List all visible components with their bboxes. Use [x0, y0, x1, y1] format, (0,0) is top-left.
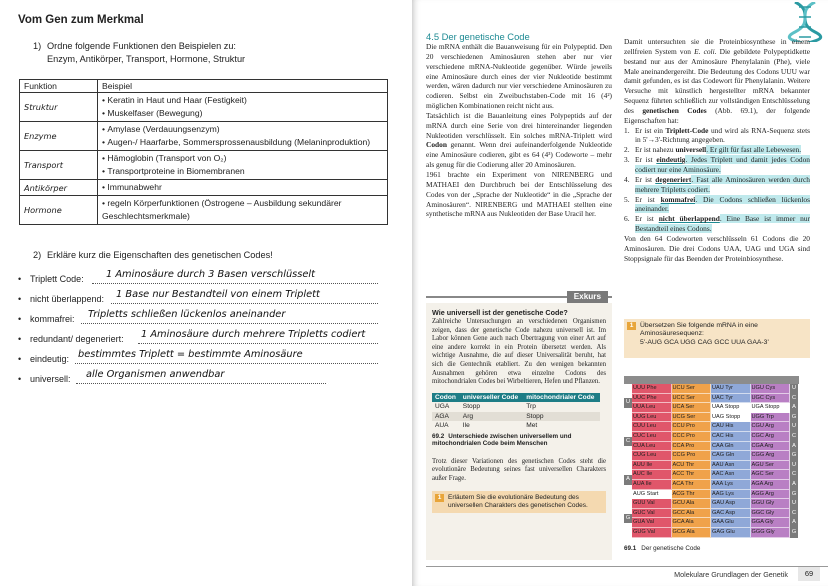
question-1-line-1: Ordne folgende Funktionen den Beispielen zu: [47, 41, 236, 51]
genetic-code-grid [624, 376, 799, 540]
question-1 [33, 40, 246, 66]
codon-cell: GAG Glu [711, 528, 751, 538]
task-text: Erläutern Sie die evolutionäre Bedeutung des universellen Charakters des genetischen Codes. [448, 493, 588, 509]
codon-cell: UAC Tyr [711, 394, 751, 404]
codon-cell: GCA Ala [672, 518, 712, 528]
header-beispiel: Beispiel [98, 80, 388, 93]
codon-cell: ACG Thr [672, 490, 712, 500]
third-base-label: U [790, 422, 798, 432]
handwritten-answer: alle Organismen anwendbar [86, 369, 225, 380]
example-item: • Immunabwehr [102, 181, 383, 194]
example-item: • regeln Körperfunktionen (Östrogene – Ausbildung sekundärer Geschlechtsmerkmale) [102, 197, 383, 223]
term-codon: Codon [426, 140, 447, 150]
codon-cell: UGU Cys [751, 384, 791, 394]
figure-caption: 69.1 Der genetische Code [624, 545, 701, 552]
codon-cell: GCG Ala [672, 528, 712, 538]
first-base-label: C [624, 437, 632, 447]
codon-cell: CCA Pro [672, 442, 712, 452]
exkurs-tag: Exkurs [567, 291, 608, 303]
example-item: • Transportproteine in Biomembranen [102, 165, 383, 178]
codon-cell: UAA Stopp [711, 403, 751, 413]
codon-cell: CGC Arg [751, 432, 791, 442]
codon-cell: AUG Start [632, 490, 672, 500]
page-number: 69 [798, 567, 820, 581]
codon-cell: CCG Pro [672, 451, 712, 461]
third-base-label: A [790, 442, 798, 452]
grid-header-bar [624, 376, 799, 384]
third-base-label: C [790, 470, 798, 480]
table-row [20, 196, 388, 225]
third-base-label: G [790, 528, 798, 538]
codon-cell: GUA Val [632, 518, 672, 528]
mrna-sequence: 5'-AUG GCA UGG CAG GCC UUA GAA-3' [640, 338, 769, 346]
question-1-number: 1) [33, 41, 42, 51]
handwritten-answer: Transport [20, 151, 98, 180]
codon-cell: GGC Gly [751, 509, 791, 519]
third-base-label: G [790, 413, 798, 423]
property-label: • universell: [30, 374, 71, 384]
codon-cell: UAU Tyr [711, 384, 751, 394]
paragraph: Von den 64 Codeworten verschlüsseln 61 Codons die 20 Aminosäuren. Die drei Codons UAA, UAG und UGA sind Stoppsignale für das Beenden der Proteinbiosynthese. [624, 233, 810, 263]
text-column-right [624, 37, 810, 263]
codon-cell: AGA Arg [751, 480, 791, 490]
third-base-label: U [790, 499, 798, 509]
translation-task [624, 319, 810, 358]
question-1-line-2: Enzym, Antikörper, Transport, Hormone, Struktur [47, 54, 246, 64]
list-item: 2. Er ist nahezu universell. Er gilt für fast alle Lebewesen. [624, 145, 802, 155]
codon-cell: CUU Leu [632, 422, 672, 432]
property-row [18, 369, 378, 394]
example-item: • Muskelfaser (Bewegung) [102, 107, 383, 120]
example-cell [98, 93, 388, 122]
handwritten-answer: Antikörper [20, 180, 98, 196]
third-base-label: C [790, 432, 798, 442]
third-base-label: U [790, 461, 798, 471]
exkurs-header [426, 291, 612, 303]
handwritten-answer: Enzyme [20, 122, 98, 151]
property-label: • redundant/ degeneriert: [30, 334, 124, 344]
table-row [20, 93, 388, 122]
codon-cell: AAA Lys [711, 480, 751, 490]
example-item: • Amylase (Verdauungsenzym) [102, 123, 383, 136]
codon-cell: GAC Asp [711, 509, 751, 519]
codon-cell: CCC Pro [672, 432, 712, 442]
third-base-label: A [790, 518, 798, 528]
property-label: • nicht überlappend: [30, 294, 105, 304]
codon-cell: GGA Gly [751, 518, 791, 528]
handwritten-answer: Struktur [20, 93, 98, 122]
table-row: AGA Arg Stopp [432, 412, 600, 421]
example-cell [98, 180, 388, 196]
third-base-label: A [790, 403, 798, 413]
example-cell [98, 196, 388, 225]
codon-cell: CUC Leu [632, 432, 672, 442]
property-label: • Triplett Code: [30, 274, 84, 284]
example-cell [98, 122, 388, 151]
property-list [18, 269, 378, 394]
example-item: • Augen-/ Haarfarbe, Sommersprossenausbildung (Melaninproduktion) [102, 136, 383, 149]
codon-cell: UCG Ser [672, 413, 712, 423]
third-base-label: C [790, 394, 798, 404]
third-base-label: U [790, 384, 798, 394]
codon-comparison-table [432, 393, 600, 431]
codon-cell: GAU Asp [711, 499, 751, 509]
codon-cell: GUU Val [632, 499, 672, 509]
handwritten-answer: Tripletts schließen lückenlos aneinander [88, 309, 286, 320]
codon-cell: AAC Asn [711, 470, 751, 480]
textbook-page [412, 0, 828, 586]
task-number: 1 [435, 494, 444, 502]
footer-divider [426, 566, 828, 567]
list-item: 6. Er ist nicht überlappend. Eine Base ist immer nur Bestandteil eines Codons. [624, 214, 811, 234]
codon-cell: AUU Ile [632, 461, 672, 471]
third-base-label: C [790, 509, 798, 519]
codon-cell: AUC Ile [632, 470, 672, 480]
codon-cell: UGG Trp [751, 413, 791, 423]
codon-cell: ACU Thr [672, 461, 712, 471]
codon-cell: GUC Val [632, 509, 672, 519]
example-item: • Hämoglobin (Transport von O₂) [102, 152, 383, 165]
codon-cell: CAC His [711, 432, 751, 442]
question-2-number: 2) [33, 250, 42, 260]
exkurs-text-2: Trotz dieser Variationen des genetischen Codes steht die evolutionäre Bedeutung seines fast universellen Charakters außer Frage. [432, 457, 606, 482]
worksheet-title: Vom Gen zum Merkmal [18, 14, 144, 26]
handwritten-answer: 1 Base nur Bestandteil von einem Triplett [116, 289, 320, 300]
codon-cell: UUA Leu [632, 403, 672, 413]
exkurs-question: Wie universell ist der genetische Code? [432, 308, 568, 317]
codon-cell: GGG Gly [751, 528, 791, 538]
property-label: • eindeutig: [30, 354, 70, 364]
handwritten-answer: bestimmtes Triplett = bestimmte Aminosäure [78, 349, 303, 360]
codon-cell: UUC Phe [632, 394, 672, 404]
list-item: 4. Er ist degeneriert. Fast alle Aminosäuren werden durch mehrere Tripletts codiert. [624, 174, 811, 194]
first-base-label: G [624, 514, 632, 524]
codon-cell: UUG Leu [632, 413, 672, 423]
codon-cell: UAG Stopp [711, 413, 751, 423]
codon-cell: GAA Glu [711, 518, 751, 528]
table-row [20, 180, 388, 196]
text-column-left [426, 42, 612, 219]
section-title: 4.5 Der genetische Code [426, 31, 530, 42]
dna-helix-icon [785, 2, 825, 42]
function-table-header [20, 80, 388, 93]
codon-cell: UCC Ser [672, 394, 712, 404]
codon-cell: CAU His [711, 422, 751, 432]
codon-cell: UUU Phe [632, 384, 672, 394]
example-cell [98, 151, 388, 180]
list-item: 3. Er ist eindeutig. Jedes Triplett und damit jedes Codon codiert nur eine Aminosäure. [624, 155, 811, 174]
codon-cell: CGA Arg [751, 442, 791, 452]
exkurs-task [432, 491, 606, 513]
codon-cell: AGU Ser [751, 461, 791, 471]
codon-cell: AGC Ser [751, 470, 791, 480]
codon-cell: CGU Arg [751, 422, 791, 432]
codon-cell: CUG Leu [632, 451, 672, 461]
codon-cell: CGG Arg [751, 451, 791, 461]
example-item: • Keratin in Haut und Haar (Festigkeit) [102, 94, 383, 107]
codon-cell: UGC Cys [751, 394, 791, 404]
paragraph: Die mRNA enthält die Bauanweisung für ein Polypeptid. Den 20 verschiedenen Aminosäuren stehen aber nur vier verschiedene mRNA-Nukleotide gegenüber. Würde jeweils eine Aminosäure durch eines der vier Nukleotide bestimmt werden, wären dadurch nur vier verschiedene Aminosäuren zu codieren. Selbst ein Zweibuchstaben-Code mit 16 (4²) möglichen Kombinationen reicht nicht aus. [426, 42, 612, 111]
task-text: Übersetzen Sie folgende mRNA in eine Aminosäuresequenz: [640, 322, 758, 338]
codon-cell: CAG Gln [711, 451, 751, 461]
third-base-label: A [790, 480, 798, 490]
handwritten-answer: Hormone [20, 196, 98, 225]
codon-cell: UCA Ser [672, 403, 712, 413]
exkurs-text: Zahlreiche Untersuchungen an verschiedenen Organismen zeigen, dass der genetische Code nahezu universell ist. Im Labor können Gene auch nach Übertragung von einer Art auf eine andere korrekt in ein Protein übersetzt werden. Als wichtige Ausnahme, die auf dieser Universalität beruht, hat sich die Gentechnik etabliert. Zu den wenigen bekannten Ausnahmen gehören etwa einzelne Codons des mitochondrialen Codes bei Wirbeltieren, Hefen und Pflanzen. [432, 318, 606, 386]
table-row [20, 122, 388, 151]
handwritten-answer: 1 Aminosäure durch 3 Basen verschlüsselt [106, 269, 315, 280]
footer-title: Molekulare Grundlagen der Genetik [674, 570, 788, 579]
paragraph: Tatsächlich ist die Bauanleitung eines Polypeptids auf der mRNA durch eine Serie von drei hintereinander liegenden Nukleotiden verschlüsselt. Ein solches mRNA-Triplett wird Codon genannt. Wenn drei aufeinanderfolgende Nukleotide eine Aminosäure codieren, gibt es 64 (4³) Codeworte – mehr als genug für die Codierung aller 20 Aminosäuren. [426, 110, 612, 170]
table-row: UGA Stopp Trp [432, 402, 600, 411]
codon-cell: CAA Gln [711, 442, 751, 452]
header-mito: mitochondrialer Code [523, 393, 600, 403]
paragraph: 1961 brachte ein Experiment von NIRENBERG und MATHAEI den Durchbruch bei der Entschlüsselung des Codes von der „Sprache der Nukleotide“ in die „Sprache der Aminosäuren“. NIRENBERG und MATHAEI stellten eine synthetische mRNA aus Nukleotiden der Base Uracil her. [426, 169, 612, 219]
third-base-label: G [790, 451, 798, 461]
codon-cell: AGG Arg [751, 490, 791, 500]
table-row [20, 151, 388, 180]
handwritten-answer: 1 Aminosäure durch mehrere Tripletts codiert [141, 329, 366, 340]
table-row: AUA Ile Met [432, 421, 600, 430]
codon-cell: ACC Thr [672, 470, 712, 480]
header-universal: universeller Code [460, 393, 523, 403]
exkurs-box [426, 303, 612, 560]
header-codon: Codon [432, 393, 460, 403]
figure-caption: 69.2 Unterschiede zwischen universellem und mitochondrialen Code beim Menschen [432, 432, 572, 448]
task-number: 1 [627, 322, 636, 330]
function-table [19, 79, 388, 225]
codon-cell: ACA Thr [672, 480, 712, 490]
first-base-label: U [624, 398, 632, 408]
property-list [624, 126, 810, 234]
codon-cell: CUA Leu [632, 442, 672, 452]
codon-cell: AAG Lys [711, 490, 751, 500]
list-item: 5. Er ist kommafrei. Die Codons schließen lückenlos aneinander. [624, 194, 811, 214]
question-2 [33, 250, 273, 260]
paragraph: Damit untersuchten sie die Proteinbiosynthese in einem zellfreien System von E. coli. Die gebildete Polypeptidkette bestand nur aus der Aminosäure Phenylalanin (Phe), viele Male aneinandergereiht. Die Bedeutung des Codons UUU war damit gefunden, es ist das Codewort für Phenylalanin. Weitere Versuche mit künstlich hergestellter mRNA bekannter Sequenz führten schließlich zur vollständigen Entschlüsselung des genetischen Codes (Abb. 69.1), der folgende Eigenschaften hat: [624, 37, 810, 125]
codon-cell: UGA Stopp [751, 403, 791, 413]
codon-cell: CCU Pro [672, 422, 712, 432]
codon-cell: GUG Val [632, 528, 672, 538]
codon-cell: UCU Ser [672, 384, 712, 394]
codon-cell: GCU Ala [672, 499, 712, 509]
worksheet-page [0, 0, 412, 586]
third-base-label: G [790, 490, 798, 500]
first-base-label: A [624, 475, 632, 485]
codon-cell: GCC Ala [672, 509, 712, 519]
codon-cell: GGU Gly [751, 499, 791, 509]
property-label: • kommafrei: [30, 314, 75, 324]
question-2-text: Erkläre kurz die Eigenschaften des genetischen Codes! [47, 250, 273, 260]
list-item: 1. Er ist ein Triplett-Code und wird als RNA-Sequenz stets in 5'→3'-Richtung angegeben. [624, 125, 811, 145]
codon-cell: AAU Asn [711, 461, 751, 471]
codon-cell: AUA Ile [632, 480, 672, 490]
header-funktion: Funktion [20, 80, 98, 93]
